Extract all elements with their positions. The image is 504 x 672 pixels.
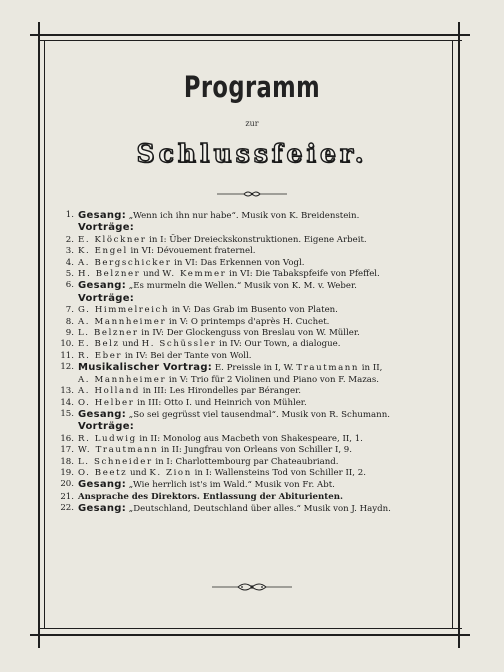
ornament-divider-top [0, 184, 504, 203]
item-number: 18. [60, 456, 74, 467]
performer-name: L. Belzner [78, 328, 139, 339]
item-text: in II: Jungfrau von Orleans von Schiller I, 9. [158, 445, 352, 456]
item-heading: Gesang: [78, 479, 127, 491]
item-number: 8. [65, 316, 74, 327]
item-heading: Gesang: [78, 408, 127, 420]
performer-name: G. Himmelreich [78, 305, 170, 316]
item-text: „Deutschland, Deutschland über alles.“ Musik von J. Haydn. [126, 504, 391, 515]
item-text: und [140, 269, 163, 280]
title-connector: zur [245, 119, 259, 128]
frame-top-rule [30, 34, 470, 36]
item-number: 4. [65, 257, 74, 268]
performer-name: W. Trautmann [78, 445, 159, 456]
item-number: 3. [65, 246, 74, 257]
frame-top-inner-rule [38, 40, 462, 41]
item-text: in I: Wallensteins Tod von Schiller II, 2. [191, 467, 366, 478]
frame-bottom-inner-rule [38, 628, 462, 629]
item-heading: Vorträge: [78, 222, 135, 234]
item-heading: Gesang: [78, 280, 127, 292]
item-heading: Vorträge: [78, 292, 135, 304]
performer-name: K. Zion [149, 467, 192, 478]
performer-name: E. Klöckner [78, 234, 147, 245]
performer-name: Trautmann [296, 363, 360, 374]
item-text: in VI: Die Tabakspfeife von Pfeffel. [226, 269, 380, 280]
frame-bottom-rule [30, 634, 470, 636]
item-number: 21. [60, 491, 74, 502]
item-number: 14. [60, 397, 74, 408]
item-text: „So sei gegrüsst viel tausendmal“. Musik von R. Schumann. [126, 409, 390, 420]
item-text: in II, [359, 363, 383, 374]
program-item [58, 269, 444, 280]
item-text: in I: Über Dreieckskonstruktionen. Eigene Arbeit. [146, 234, 367, 245]
program-item [58, 246, 444, 257]
item-number: 7. [65, 305, 74, 316]
item-number: 10. [60, 339, 74, 350]
item-text: in VI: Dévouement fraternel. [127, 246, 256, 257]
program-item [58, 339, 444, 350]
item-number: 13. [60, 386, 74, 397]
performer-name: E. Belz [78, 339, 120, 350]
program-item [58, 503, 444, 515]
performer-name: L. Schneider [78, 456, 153, 467]
performer-name: K. Engel [78, 246, 128, 257]
item-number: 2. [65, 234, 74, 245]
item-number: 16. [60, 433, 74, 444]
item-number: 9. [65, 328, 74, 339]
item-text: E. Preissle in I, W. [212, 363, 297, 374]
item-text: „Wenn ich ihn nur habe“. Musik von K. Breidenstein. [126, 211, 360, 221]
frame-right-inner-rule [452, 40, 453, 629]
performer-name: H. Schüssler [141, 339, 217, 350]
page-subtitle: Schlussfeier. [136, 139, 368, 168]
program-item [58, 280, 444, 292]
item-number: 5. [65, 269, 74, 280]
program-item [58, 351, 444, 362]
program-item [58, 445, 444, 456]
program-item [58, 293, 444, 305]
item-text: „Es murmeln die Wellen.“ Musik von K. M. v. Weber. [126, 281, 357, 292]
performer-name: O. Beetz [78, 467, 128, 478]
program-item [58, 375, 444, 386]
item-text: und [119, 339, 142, 350]
item-heading: Musikalischer Vortrag: [78, 362, 213, 374]
program-item [58, 398, 444, 409]
performer-name: A. Bergschicker [78, 257, 172, 268]
program-item [58, 457, 444, 468]
program-item [58, 386, 444, 397]
item-heading: Gesang: [78, 210, 127, 221]
item-text: in II: Monolog aus Macbeth von Shakespeare, II, 1. [136, 433, 363, 444]
frame-left-inner-rule [44, 40, 45, 629]
performer-name: R. Eber [78, 350, 123, 361]
program-item [58, 468, 444, 479]
program-item [58, 317, 444, 328]
program-list [58, 210, 444, 516]
performer-name: W. Kemmer [162, 269, 227, 280]
item-text: in VI: Das Erkennen von Vogl. [171, 257, 305, 268]
item-number: 22. [60, 503, 74, 514]
item-text: in V: Trio für 2 Violinen und Piano von F. Mazas. [166, 374, 380, 385]
frame-left-rule [38, 22, 40, 648]
performer-name: A. Holland [78, 386, 140, 397]
item-text: in V: O printemps d'après H. Cuchet. [166, 316, 330, 327]
program-item [58, 409, 444, 421]
item-number: 1. [65, 210, 74, 220]
program-item [58, 305, 444, 316]
program-item [58, 421, 444, 433]
item-number: 6. [65, 280, 74, 291]
item-number: 19. [60, 467, 74, 478]
page-title: Programm [183, 70, 321, 104]
item-number: 11. [60, 350, 74, 361]
item-number: 17. [60, 445, 74, 456]
item-heading: Vorträge: [78, 421, 135, 433]
performer-name: H. Belzner [78, 269, 141, 280]
program-item [58, 479, 444, 491]
performer-name: A. Mannheimer [78, 374, 167, 385]
program-item [58, 210, 444, 222]
program-item [58, 258, 444, 269]
ornament-divider-bottom [0, 578, 504, 597]
program-item [58, 492, 444, 503]
item-text: und [127, 467, 150, 478]
item-text: in III: Les Hirondelles par Béranger. [140, 386, 301, 397]
item-number: 12. [60, 362, 74, 373]
frame-right-rule [458, 22, 460, 648]
item-text: in V: Das Grab im Busento von Platen. [169, 305, 338, 316]
item-heading: Gesang: [78, 503, 127, 515]
item-text: in IV: Bei der Tante von Woll. [122, 350, 252, 361]
program-item [58, 235, 444, 246]
performer-name: O. Helber [78, 397, 135, 408]
item-text: in IV: Our Town, a dialogue. [216, 339, 341, 350]
item-text: in IV: Der Glockenguss von Breslau von W. Müller. [138, 328, 360, 339]
item-number: 20. [60, 479, 74, 490]
program-item [58, 434, 444, 445]
item-text: in III: Otto I. und Heinrich von Mühler. [134, 397, 307, 408]
program-item [58, 362, 444, 374]
performer-name: R. Ludwig [78, 433, 137, 444]
program-item [58, 222, 444, 234]
program-item [58, 328, 444, 339]
item-text: in I: Charlottembourg par Chateaubriand. [152, 456, 339, 467]
item-number: 15. [60, 408, 74, 419]
item-bold-text: Ansprache des Direktors. Entlassung der Abiturienten. [78, 491, 343, 502]
item-text: „Wie herrlich ist's im Wald.“ Musik von Fr. Abt. [126, 480, 335, 491]
performer-name: A. Mannheimer [78, 316, 167, 327]
